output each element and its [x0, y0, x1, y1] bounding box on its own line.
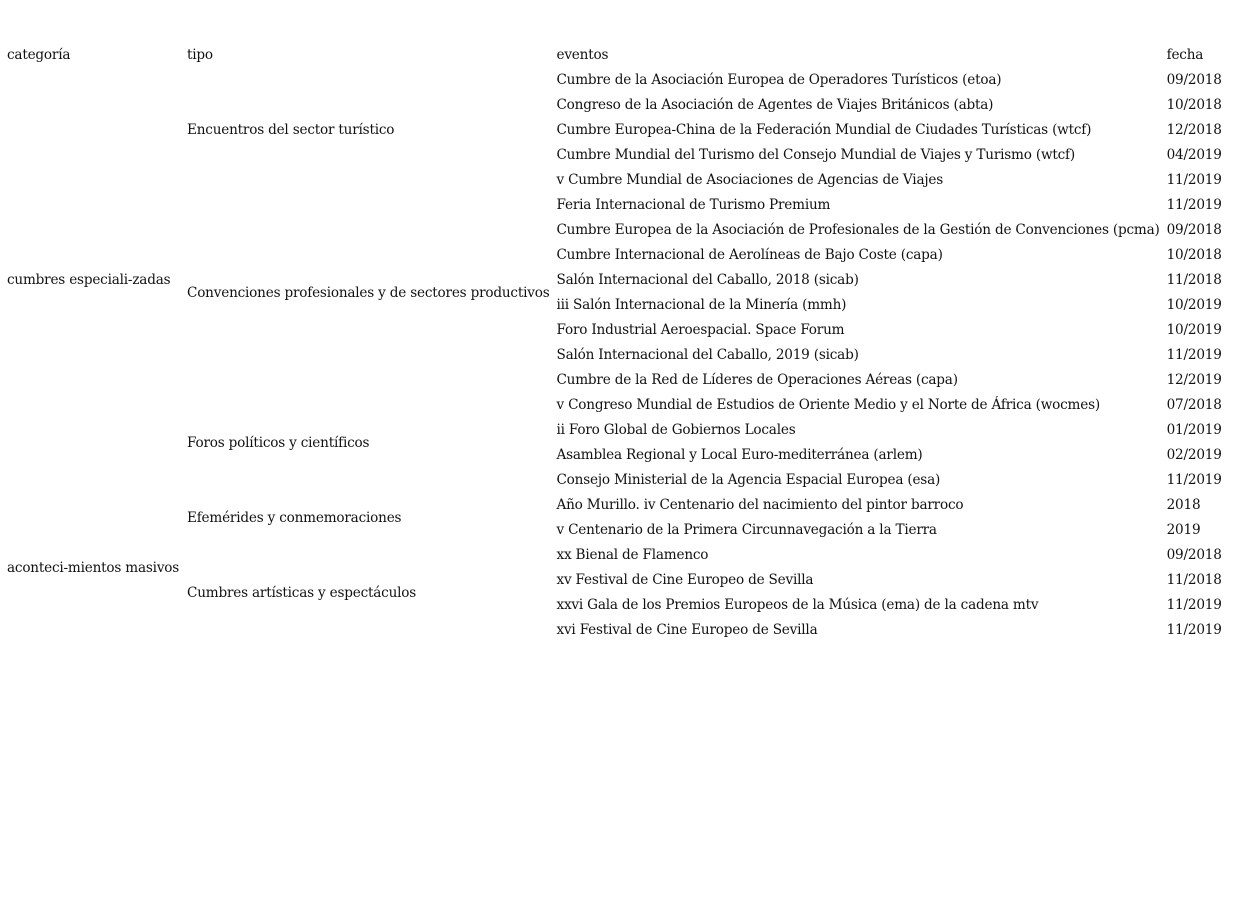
event-name-cell: Foro Industrial Aeroespacial. Space Forum [556, 322, 845, 338]
table-row [0, 393, 1226, 418]
event-name-cell: iii Salón Internacional de la Minería (mmh) [556, 297, 847, 313]
event-name-cell: Cumbre Internacional de Aerolíneas de Bajo Coste (capa) [556, 247, 943, 263]
header-categoria: categoría [7, 47, 71, 63]
event-name-cell: v Centenario de la Primera Circunnavegación a la Tierra [556, 522, 937, 538]
table-header [0, 43, 1226, 68]
event-name-cell: Año Murillo. iv Centenario del nacimiento del pintor barroco [556, 497, 964, 513]
event-date-cell: 04/2019 [1166, 147, 1222, 163]
event-date-cell: 10/2018 [1166, 247, 1222, 263]
type-cell: Cumbres artísticas y espectáculos [187, 584, 417, 601]
header-row [0, 43, 1226, 68]
event-name-cell: Cumbre Mundial del Turismo del Consejo Mundial de Viajes y Turismo (wtcf) [556, 147, 1075, 163]
event-name-cell: Asamblea Regional y Local Euro-mediterránea (arlem) [556, 447, 923, 463]
event-date-cell: 11/2019 [1166, 197, 1222, 213]
event-name-cell: xv Festival de Cine Europeo de Sevilla [556, 572, 814, 588]
event-date-cell: 12/2018 [1166, 122, 1222, 138]
event-name-cell: v Cumbre Mundial de Asociaciones de Agencias de Viajes [556, 172, 943, 188]
header-fecha: fecha [1166, 47, 1204, 63]
event-date-cell: 07/2018 [1166, 397, 1222, 413]
event-name-cell: Cumbre de la Red de Líderes de Operaciones Aéreas (capa) [556, 372, 958, 388]
type-cell: Foros políticos y científicos [187, 434, 370, 451]
event-date-cell: 11/2018 [1166, 272, 1222, 288]
event-name-cell: xx Bienal de Flamenco [556, 547, 709, 563]
header-eventos: eventos [556, 47, 609, 63]
event-date-cell: 10/2019 [1166, 297, 1222, 313]
event-date-cell: 09/2018 [1166, 547, 1222, 563]
table-row [0, 193, 1226, 218]
header-tipo: tipo [187, 47, 213, 63]
event-name-cell: Salón Internacional del Caballo, 2018 (sicab) [556, 272, 859, 288]
table-body [0, 68, 1226, 643]
table-row [0, 68, 1226, 93]
event-date-cell: 10/2018 [1166, 97, 1222, 113]
event-date-cell: 11/2019 [1166, 172, 1222, 188]
event-name-cell: ii Foro Global de Gobiernos Locales [556, 422, 796, 438]
event-name-cell: Cumbre de la Asociación Europea de Operadores Turísticos (etoa) [556, 72, 1002, 88]
event-date-cell: 2019 [1166, 522, 1201, 538]
event-date-cell: 11/2019 [1166, 597, 1222, 613]
event-name-cell: Congreso de la Asociación de Agentes de Viajes Británicos (abta) [556, 97, 994, 113]
type-cell: Convenciones profesionales y de sectores productivos [187, 284, 550, 301]
event-date-cell: 12/2019 [1166, 372, 1222, 388]
event-date-cell: 11/2019 [1166, 347, 1222, 363]
event-date-cell: 11/2019 [1166, 622, 1222, 638]
category-cell: cumbres especiali-zadas [7, 272, 171, 288]
type-cell: Efemérides y conmemoraciones [187, 509, 402, 526]
event-date-cell: 09/2018 [1166, 72, 1222, 88]
table-row [0, 543, 1226, 568]
event-name-cell: Consejo Ministerial de la Agencia Espacial Europea (esa) [556, 472, 941, 488]
event-date-cell: 01/2019 [1166, 422, 1222, 438]
event-date-cell: 11/2018 [1166, 572, 1222, 588]
event-date-cell: 09/2018 [1166, 222, 1222, 238]
event-date-cell: 11/2019 [1166, 472, 1222, 488]
category-cell: aconteci-mientos masivos [7, 559, 180, 576]
event-name-cell: Cumbre Europea de la Asociación de Profesionales de la Gestión de Convenciones (pcma) [556, 222, 1160, 238]
event-name-cell: Feria Internacional de Turismo Premium [556, 197, 831, 213]
event-name-cell: xxvi Gala de los Premios Europeos de la Música (ema) de la cadena mtv [556, 597, 1039, 613]
event-name-cell: Salón Internacional del Caballo, 2019 (sicab) [556, 347, 859, 363]
type-cell: Encuentros del sector turístico [187, 122, 395, 138]
event-name-cell: xvi Festival de Cine Europeo de Sevilla [556, 622, 818, 638]
event-date-cell: 10/2019 [1166, 322, 1222, 338]
event-name-cell: Cumbre Europea-China de la Federación Mundial de Ciudades Turísticas (wtcf) [556, 122, 1092, 138]
events-table [0, 43, 1226, 643]
event-name-cell: v Congreso Mundial de Estudios de Oriente Medio y el Norte de África (wocmes) [556, 397, 1100, 413]
table-row [0, 493, 1226, 518]
event-date-cell: 2018 [1166, 497, 1201, 513]
event-date-cell: 02/2019 [1166, 447, 1222, 463]
